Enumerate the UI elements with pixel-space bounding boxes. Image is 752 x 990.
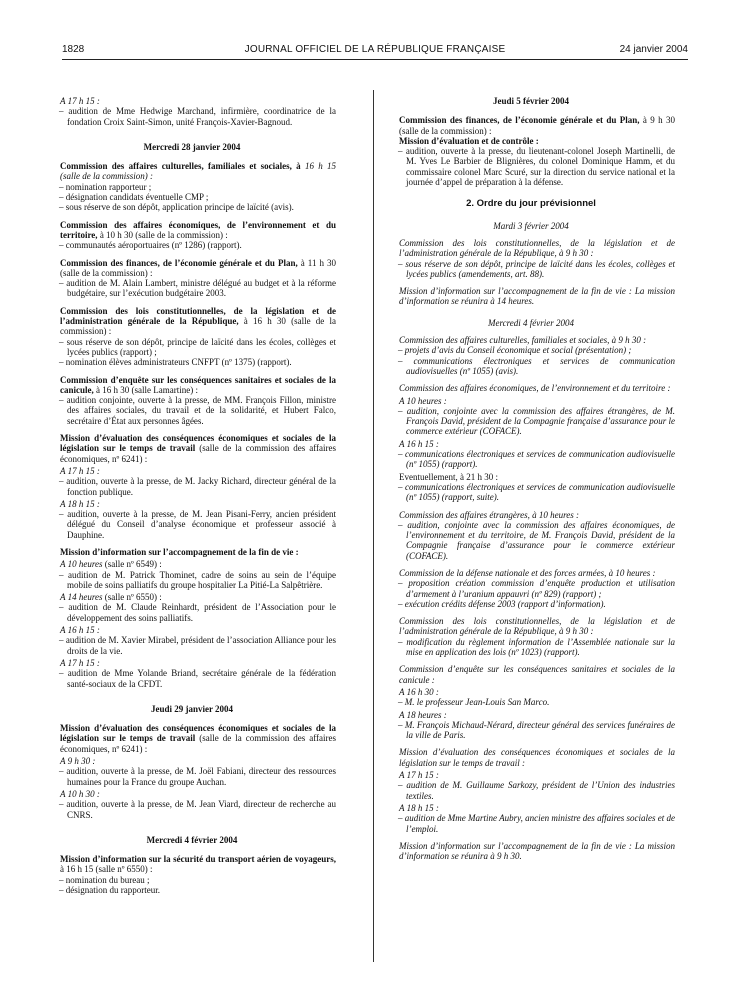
meeting-title: Commission des affaires culturelles, familiales et sociales, à 9 h 30 : — [399, 335, 647, 346]
agenda-item: – audition, conjointe avec la commission des affaires étrangères, de M. François David, président de la Compagnie française d’assurance pour le commerce extérieur (COFACE). — [398, 405, 675, 437]
intro-item: – audition de Mme Hedwige Marchand, infirmière, coordinatrice de la fondation Croix Saint-Simon, unité François-Xavier-Bagnoud. — [59, 106, 336, 127]
session-time: A 14 heures — [60, 592, 103, 603]
agenda-item: – audition de Mme Yolande Briand, secrétaire générale de la fédération santé-sociaux de la CFDT. — [59, 668, 336, 689]
agenda-item: – M. François Michaud-Nérard, directeur général des services funéraires de la ville de Paris. — [398, 719, 675, 741]
meeting-block — [48, 220, 336, 251]
meeting-title: Commission des lois constitutionnelles, de la législation et de l’administration générale de la République, à 9 h 30 : — [399, 237, 675, 259]
meeting-block — [387, 238, 675, 279]
meeting-title: Commission d’enquête sur les conséquences sanitaires et sociales de la canicule, — [60, 374, 336, 395]
meeting-block — [387, 664, 675, 740]
meeting-block — [387, 115, 675, 187]
meeting-title: Commission des affaires culturelles, familiales et sociales, à — [60, 161, 301, 172]
intro-block — [48, 96, 336, 127]
agenda-item: – communications électroniques et services de communication audiovisuelle (nº 1055) (rapport, suite). — [398, 481, 675, 503]
agenda-item: – communications électroniques et services de communication audiovisuelle (nº 1055) (rapport). — [398, 449, 675, 470]
agenda-item: – projets d’avis du Conseil économique et social (présentation) ; — [398, 345, 632, 356]
meeting-title: Mission d’information sur la sécurité du transport aérien de voyageurs, — [60, 854, 336, 865]
meeting-block — [48, 375, 336, 426]
meeting-block — [387, 510, 675, 561]
meeting-title: Mission d’évaluation des conséquences économiques et sociales de la législation sur le temps de travail — [60, 723, 336, 744]
session-time: A 18 h 15 : — [399, 802, 439, 813]
session-time: A 16 h 15 : — [399, 438, 439, 449]
meeting-title: Commission des affaires économiques, de l’environnement et du territoire : — [399, 383, 671, 394]
agenda-item: – audition, ouverte à la presse, du lieutenant-colonel Joseph Martinelli, de M. Yves Le Barbier de Blignières, du colonel Dominique Hamm, et du commissaire colonel Marc Scuré, sur la direction du service national et la journée d’appel de préparation à la défense. — [398, 146, 675, 188]
session-time: A 18 heures : — [399, 709, 447, 720]
meeting-time: à 11 h 30 (salle de la commission) : — [60, 257, 336, 278]
section-heading: 2. Ordre du jour prévisionnel — [466, 198, 596, 210]
agenda-item: – audition, conjointe avec la commission des affaires économiques, de l’environnement et du territoire, de M. François David, président de la Compagnie française d’assurance pour le commerce extérieur (COFACE). — [398, 519, 675, 561]
agenda-item: – exécution crédits défense 2003 (rapport d’information). — [398, 598, 606, 609]
agenda-item: – proposition création commission d’enquête production et utilisation d’armement à l’uranium appauvri (nº 829) (rapport) ; — [398, 578, 675, 599]
meeting-title: Commission des finances, de l’économie générale et du Plan, — [60, 257, 298, 268]
agenda-item: – nomination du bureau ; — [59, 874, 150, 885]
day-heading-mercredi-28: Mercredi 28 janvier 2004 — [143, 141, 241, 152]
meeting-time: à 9 h 30 (salle de la commission) : — [399, 115, 676, 136]
meeting-room: (salle de la commission des affaires économiques, nº 6241) : — [60, 733, 337, 754]
session-time: A 16 h 15 : — [60, 625, 100, 636]
issue-date: 24 janvier 2004 — [619, 44, 688, 55]
agenda-item: – audition, ouverte à la presse, de M. Jean Pisani-Ferry, ancien président délégué du Conseil d’analyse économique et professeur associé à Dauphine. — [59, 509, 336, 540]
journal-title: JOURNAL OFFICIEL DE LA RÉPUBLIQUE FRANÇAISE — [244, 44, 506, 55]
session-time: A 18 h 15 : — [60, 498, 100, 509]
meeting-title: Commission des lois constitutionnelles, de la législation et de l’administration générale de la République, à 9 h 30 : — [399, 616, 675, 637]
page-header — [62, 44, 688, 60]
intro-time: A 17 h 15 : — [60, 96, 100, 106]
meeting-room: (salle de la commission des affaires économiques, nº 6241) : — [60, 443, 337, 464]
meeting-title: Mission d’évaluation des conséquences économiques et sociales de la législation sur le temps de travail : — [399, 747, 675, 768]
meeting-time: à 16 h 15 (salle nº 6550) : — [60, 864, 153, 875]
meeting-block — [387, 568, 675, 609]
meeting-note: Mission d’information sur l’accompagnement de la fin de vie : La mission d’information se réunira à 14 heures. — [399, 286, 675, 307]
meeting-block — [387, 286, 675, 307]
meeting-block — [387, 335, 675, 376]
agenda-item: – audition, ouverte à la presse, de M. Jean Viard, directeur de recherche au CNRS. — [59, 799, 336, 820]
session-time: A 10 h 30 : — [60, 788, 100, 799]
meeting-block — [48, 723, 336, 820]
page-number: 1828 — [62, 44, 85, 55]
meeting-title: Mission d’information sur l’accompagnement de la fin de vie : — [60, 546, 299, 557]
session-time: A 9 h 30 : — [60, 756, 96, 767]
agenda-item: – sous réserve de son dépôt, principe de laïcité dans les écoles, collèges et lycées publics (rapport) ; — [59, 336, 336, 357]
meeting-block — [387, 747, 675, 833]
agenda-item: – nomination rapporteur ; — [59, 181, 152, 192]
meeting-block — [387, 841, 675, 862]
meeting-note: Mission d’information sur l’accompagnement de la fin de vie : La mission d’information se réunira à 9 h 30. — [399, 840, 675, 862]
session-room: (salle nº 6549) : — [104, 559, 162, 570]
agenda-item: – modification du règlement information de l’Assemblée nationale sur la mise en application des lois (nº 1023) (rapport). — [398, 636, 675, 658]
agenda-item: – audition de M. Guillaume Sarkozy, président de l’Union des industries textiles. — [398, 780, 675, 801]
agenda-item: – M. le professeur Jean-Louis San Marco. — [398, 697, 550, 708]
meeting-block — [48, 433, 336, 540]
session-time: A 16 h 30 : — [399, 686, 439, 697]
agenda-item: – nomination élèves administrateurs CNFPT (nº 1375) (rapport). — [59, 357, 292, 368]
header-rule — [62, 59, 688, 60]
meeting-time: à 16 h 30 (salle de la commission) : — [60, 316, 336, 337]
meeting-title: Commission des affaires étrangères, à 10 heures : — [399, 509, 579, 520]
agenda-item: – audition de Mme Martine Aubry, ancien ministre des affaires sociales et de l’emploi. — [398, 813, 675, 834]
meeting-time: 16 h 15 (salle de la commission) : — [60, 161, 337, 182]
meeting-title: Commission des finances, de l’économie générale et du Plan, — [399, 115, 640, 126]
session-time: A 10 heures : — [399, 395, 447, 406]
meeting-block — [48, 547, 336, 689]
agenda-item: – désignation candidats éventuelle CMP ; — [59, 192, 209, 203]
day-heading-jeudi-29: Jeudi 29 janvier 2004 — [150, 703, 234, 714]
meeting-title: Commission des affaires économiques, de l’environnement et du territoire, — [60, 219, 336, 240]
day-heading-jeudi-5: Jeudi 5 février 2004 — [492, 96, 570, 106]
agenda-item: – sous réserve de son dépôt, application principe de laïcité (avis). — [59, 202, 294, 213]
meeting-time: à 16 h 30 (salle Lamartine) : — [96, 384, 198, 395]
session-time: A 10 heures — [60, 559, 103, 570]
session-room: (salle nº 6550) : — [104, 592, 162, 603]
session-time: Eventuellement, à 21 h 30 : — [399, 471, 498, 482]
agenda-item: – audition de M. Alain Lambert, ministre délégué au budget et à la réforme budgétaire, sur l’exécution budgétaire 2003. — [59, 278, 336, 299]
agenda-item: – audition de M. Claude Reinhardt, président de l’Association pour le développement des soins palliatifs. — [59, 602, 336, 623]
meeting-subtitle: Mission d’évaluation et de contrôle : — [399, 135, 539, 146]
day-heading-mardi-3: Mardi 3 février 2004 — [493, 220, 569, 231]
agenda-item: – désignation du rapporteur. — [59, 885, 160, 895]
day-heading-mercredi-4-prev: Mercredi 4 février 2004 — [487, 317, 575, 328]
meeting-block — [48, 306, 336, 368]
meeting-title: Commission d’enquête sur les conséquences sanitaires et sociales de la canicule : — [399, 664, 675, 685]
column-divider — [373, 90, 374, 962]
meeting-block — [48, 854, 336, 895]
agenda-item: – audition de M. Patrick Thominet, cadre de soins au sein de l’équipe mobile de soins palliatifs du groupe hospitalier La Pitié-La Salpêtrière. — [59, 569, 336, 590]
meeting-block — [48, 161, 336, 212]
agenda-item: – communautés aéroportuaires (nº 1286) (rapport). — [59, 240, 242, 251]
left-column — [48, 96, 336, 895]
meeting-title: Commission de la défense nationale et des forces armées, à 10 heures : — [399, 567, 656, 578]
meeting-block — [48, 258, 336, 299]
meeting-block — [387, 383, 675, 502]
right-column — [387, 96, 675, 861]
agenda-item: – sous réserve de son dépôt, principe de laïcité dans les écoles, collèges et lycées publics (amendements, art. 88). — [398, 258, 675, 279]
day-heading-mercredi-4: Mercredi 4 février 2004 — [146, 834, 238, 845]
meeting-time: à 10 h 30 (salle de la commission) : — [99, 229, 228, 240]
session-time: A 17 h 15 : — [60, 465, 100, 476]
agenda-item: – audition conjointe, ouverte à la presse, de MM. François Fillon, ministre des affaires sociales, du travail et de la solidarité, et Hubert Falco, secrétaire d’État aux personnes âgées. — [59, 395, 336, 426]
agenda-item: – communications électroniques et services de communication audiovisuelles (nº 1055) (avis). — [398, 355, 675, 376]
agenda-item: – audition, ouverte à la presse, de M. Joël Fabiani, directeur des ressources humaines pour la France du groupe Auchan. — [59, 766, 336, 787]
meeting-title: Commission des lois constitutionnelles, de la législation et de l’administration générale de la République, — [60, 305, 336, 327]
meeting-block — [387, 616, 675, 657]
agenda-item: – audition, ouverte à la presse, de M. Jacky Richard, directeur général de la fonction publique. — [59, 476, 336, 497]
session-time: A 17 h 15 : — [399, 770, 439, 781]
session-time: A 17 h 15 : — [60, 657, 100, 668]
meeting-title: Mission d’évaluation des conséquences économiques et sociales de la législation sur le temps de travail — [60, 433, 336, 454]
agenda-item: – audition de M. Xavier Mirabel, président de l’association Alliance pour les droits de la vie. — [59, 635, 336, 656]
